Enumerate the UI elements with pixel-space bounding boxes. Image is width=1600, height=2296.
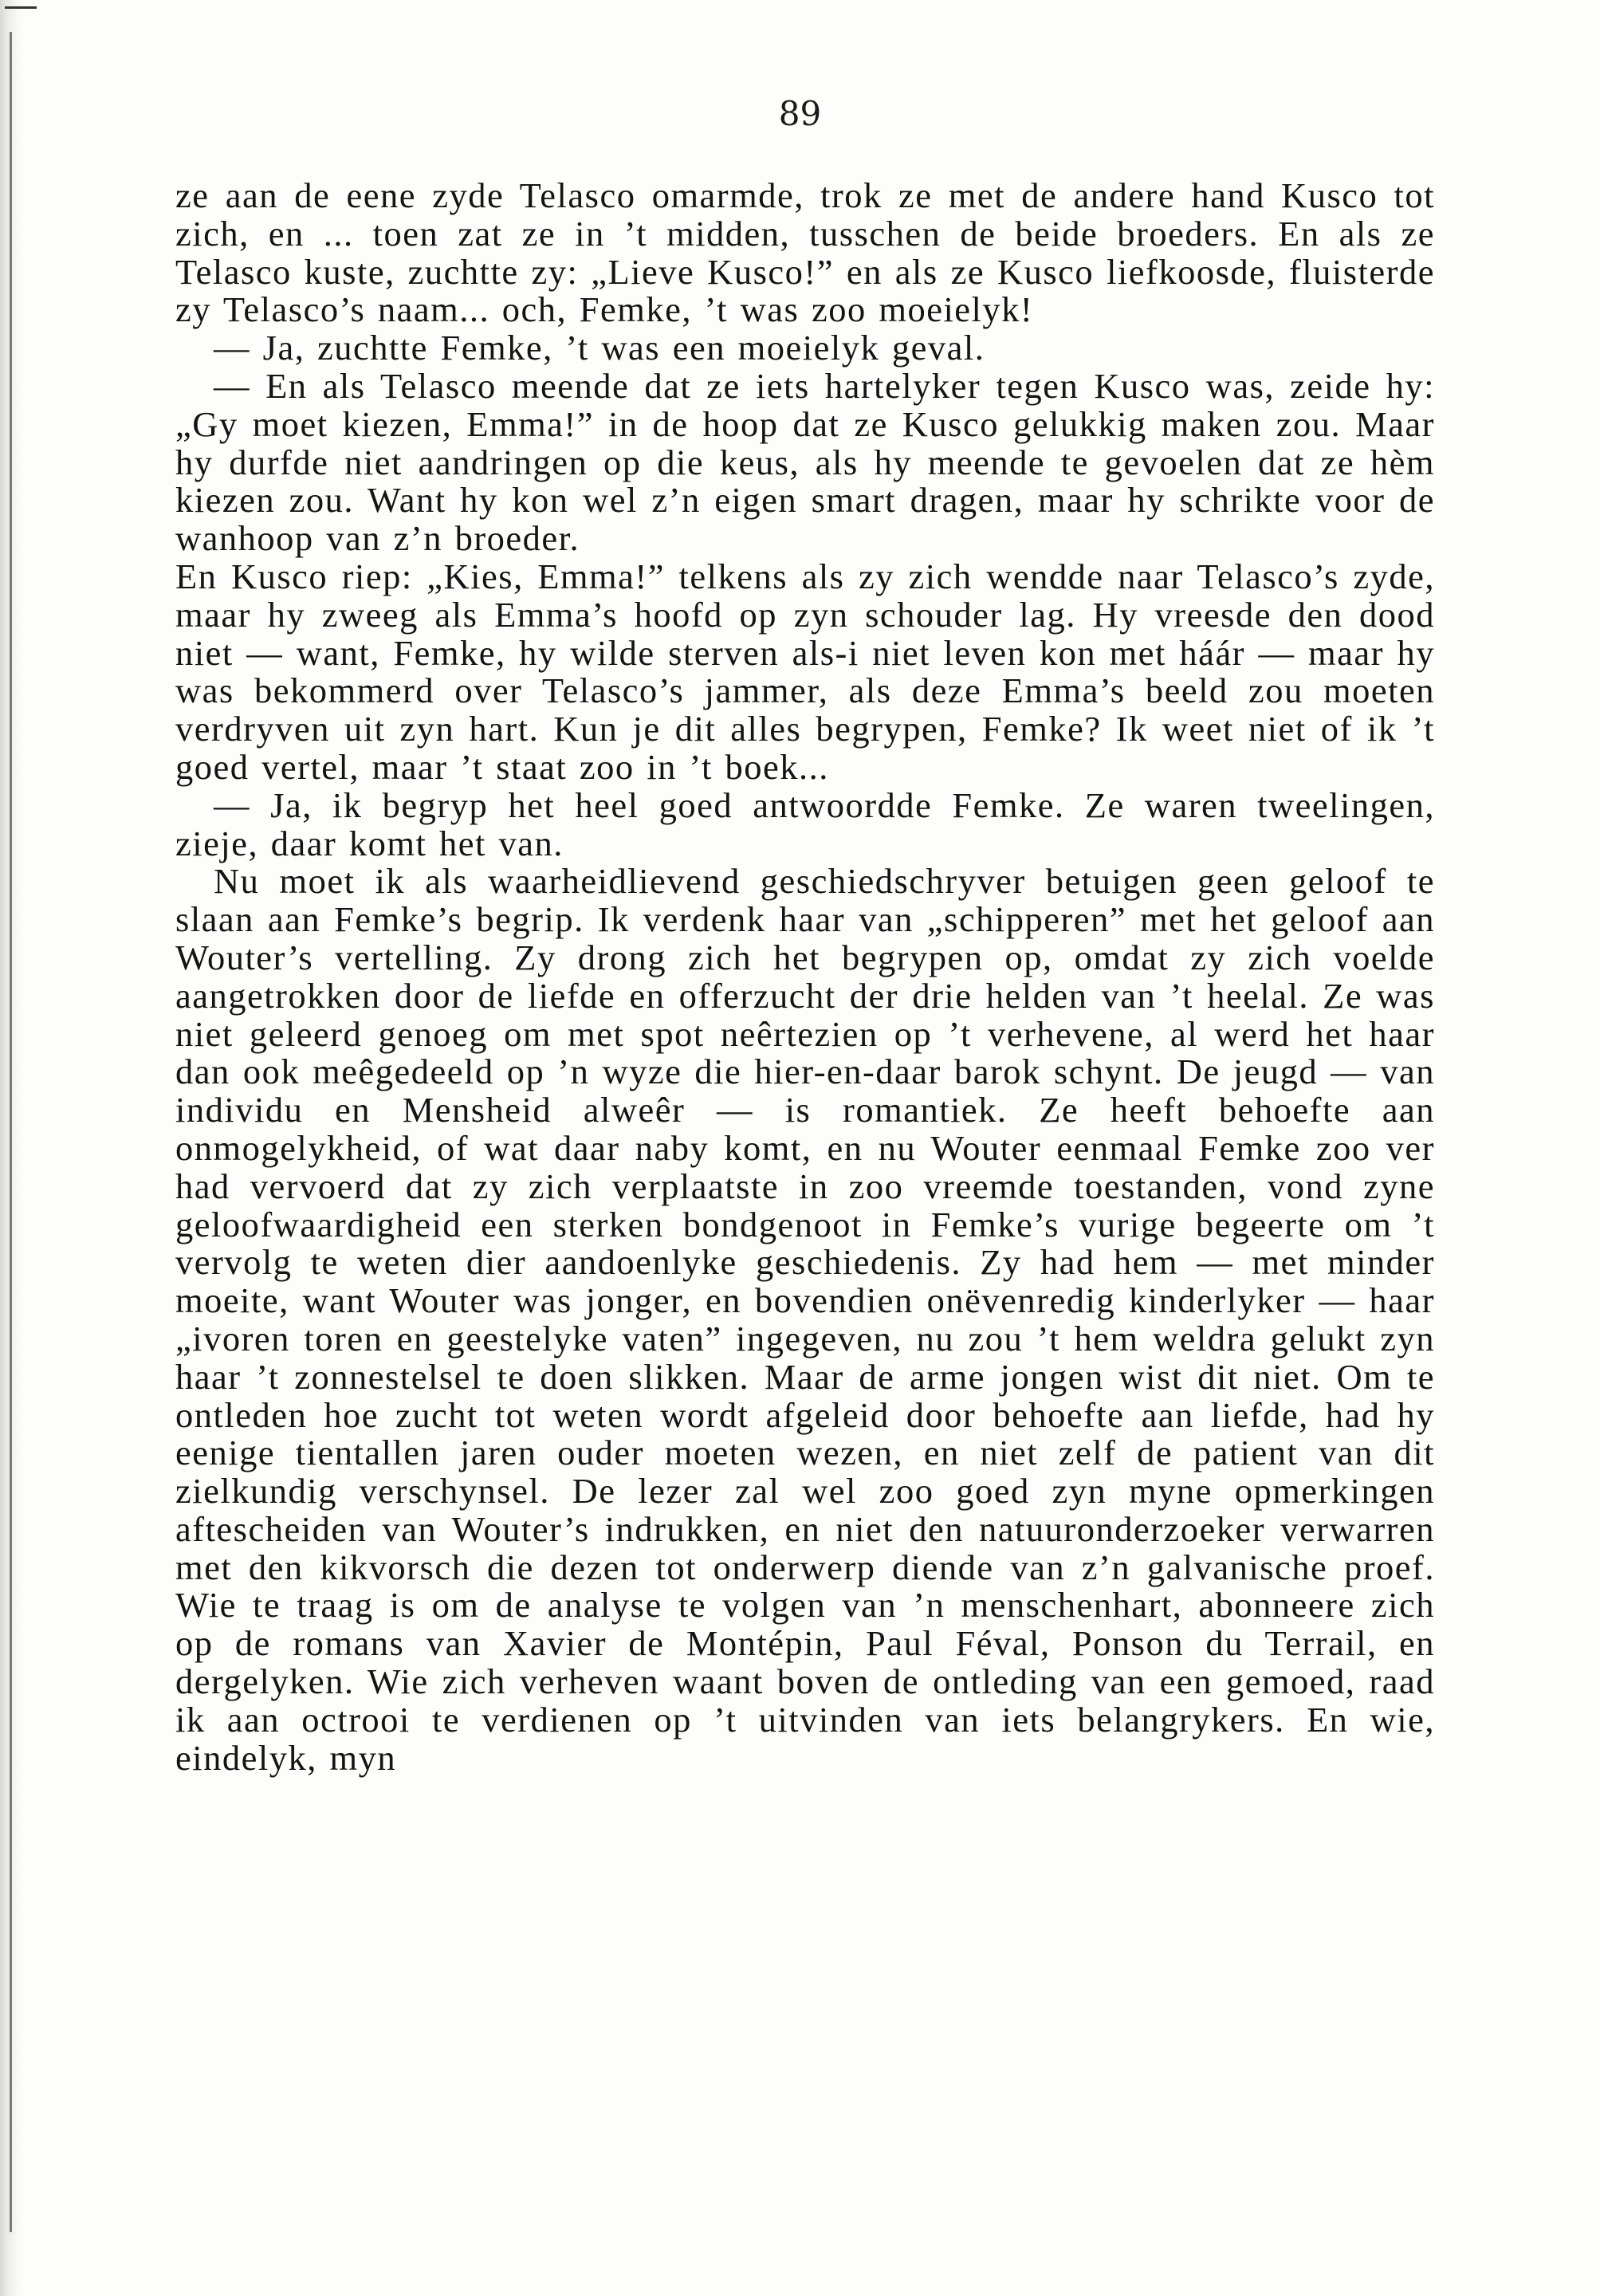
paragraph-6: Nu moet ik als waarheidlievend geschiedschryver betuigen geen geloof te slaan aan Femke’s begrip. Ik verdenk haar van „schipperen” met het geloof aan Wouter’s vertelling. Zy drong zich het begrypen op, omdat zy zich voelde aangetrokken door de liefde en offerzucht der drie helden van ’t heelal. Ze was niet geleerd genoeg om met spot neêrtezien op ’t verhevene, al werd het haar dan ook meêgedeeld op ’n wyze die hier-en-daar barok schynt. De jeugd — van individu en Mensheid alweêr — is romantiek. Ze heeft behoefte aan onmogelykheid, of wat daar naby komt, en nu Wouter eenmaal Femke zoo ver had vervoerd dat zy zich verplaatste in zoo vreemde toestanden, vond zyne geloofwaardigheid een sterken bondgenoot in Femke’s vurige begeerte om ’t vervolg te weten dier aandoenlyke geschiedenis. Zy had hem — met minder moeite, want Wouter was jonger, en bovendien onëvenredig kinderlyker — haar „ivoren toren en geestelyke vaten” ingegeven, nu zou ’t hem weldra gelukt zyn haar ’t zonnestelsel te doen slikken. Maar de arme jongen wist dit niet. Om te ontleden hoe zucht tot weten wordt afgeleid door behoefte aan liefde, had hy eenige tientallen jaren ouder moeten wezen, en niet zelf de patient van dit zielkundig verschynsel. De lezer zal wel zoo goed zyn myne opmerkingen aftescheiden van Wouter’s indrukken, en niet den natuuronderzoeker verwarren met den kikvorsch die dezen tot onderwerp diende van z’n galvanische proef. Wie te traag is om de analyse te volgen van ’n menschenhart, abonneere zich op de romans van Xavier de Montépin, Paul Féval, Ponson du Terrail, en dergelyken. Wie zich verheven waant boven de ontleding van een gemoed, raad ik aan octrooi te verdienen op ’t uitvinden van iets belangrykers. En wie, eindelyk, myn (175, 861, 1435, 1778)
paragraph-3: — En als Telasco meende dat ze iets hartelyker tegen Kusco was, zeide hy: „Gy moet kiezen, Emma!” in de hoop dat ze Kusco gelukkig maken zou. Maar hy durfde niet aandringen op die keus, als hy meende te gevoelen dat ze hèm kiezen zou. Want hy kon wel z’n eigen smart dragen, maar hy schrikte voor de wanhoop van z’n broeder. (175, 365, 1435, 559)
page-number: 89 (778, 94, 822, 133)
binding-shadow-line (10, 32, 12, 2232)
paragraph-1: ze aan de eene zyde Telasco omarmde, trok ze met de andere hand Kusco tot zich, en ... toen zat ze in ’t midden, tusschen de beide broeders. En als ze Telasco kuste, zuchtte zy: „Lieve Kusco!” en als ze Kusco liefkoosde, fluisterde zy Telasco’s naam... och, Femke, ’t was zoo moeielyk! (175, 175, 1435, 330)
body-text (175, 177, 1435, 1777)
paragraph-5: — Ja, ik begryp het heel goed antwoordde Femke. Ze waren tweelingen, zieje, daar komt het van. (175, 784, 1435, 863)
paragraph-2: — Ja, zuchtte Femke, ’t was een moeielyk geval. (214, 328, 985, 368)
page-binding-edge (0, 0, 24, 2296)
paragraph-4: En Kusco riep: „Kies, Emma!” telkens als zy zich wendde naar Telasco’s zyde, maar hy zweeg als Emma’s hoofd op zyn schouder lag. Hy vreesde den dood niet — want, Femke, hy wilde sterven als-i niet leven kon met háár — maar hy was bekommerd over Telasco’s jammer, als deze Emma’s beeld zou moeten verdryven uit zyn hart. Kun je dit alles begrypen, Femke? Ik weet niet of ik ’t goed vertel, maar ’t staat zoo in ’t boek... (175, 556, 1435, 787)
corner-scan-mark (5, 6, 37, 9)
